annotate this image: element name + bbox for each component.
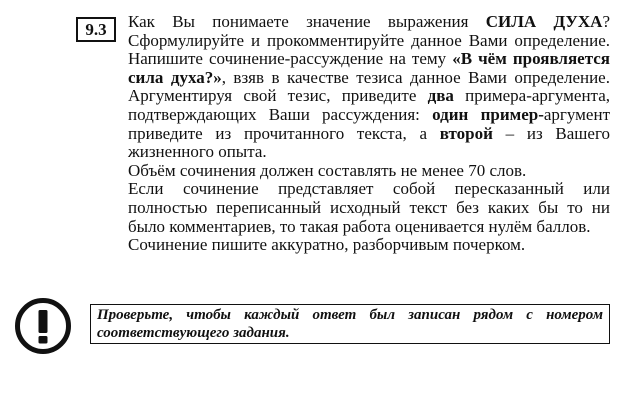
exclamation-circle-icon xyxy=(14,297,72,355)
instr-text-4: примера-аргумента, подтверждающих Ваши рассуждения: xyxy=(128,86,610,124)
task-text xyxy=(128,13,610,255)
instr-text-5: аргумент приведите из прочитанного текста, а xyxy=(128,104,610,143)
instr-bold-one: один пример- xyxy=(432,104,544,124)
essay-topic: «В чём проявляется сила духа?» xyxy=(128,49,610,87)
instr-text-6: – из Вашего жизненного опыта. xyxy=(128,123,610,162)
instr-text-1: Как Вы понимаете значение выражения xyxy=(128,12,486,31)
handwriting-note: Сочинение пишите аккуратно, разборчивым почерком. xyxy=(128,235,526,255)
task-instructions xyxy=(128,13,610,162)
instr-bold-phrase: СИЛА ДУХА xyxy=(485,12,603,31)
word-count-requirement: Объём сочинения должен составлять не менее 70 слов. xyxy=(128,160,527,180)
instr-bold-second: второй xyxy=(439,123,493,143)
zero-score-rule: Если сочинение представляет собой пересказанный или полностью переписанный исходный текст без каких бы то ни было комментариев, то такая работа оценивается нулём баллов. xyxy=(128,179,610,236)
instr-bold-two: два xyxy=(427,86,454,106)
reminder-box: Проверьте, чтобы каждый ответ был записан рядом с номером соответствующего задания. xyxy=(90,304,610,344)
instr-text-2: ? Сформулируйте и прокомментируйте данное Вами определение. Напишите сочинение-рассуждение на тему xyxy=(128,12,610,69)
task-number: 9.3 xyxy=(76,17,116,42)
instr-text-3: , взяв в качестве тезиса данное Вами определение. Аргументируя свой тезис, приведите xyxy=(128,67,610,106)
